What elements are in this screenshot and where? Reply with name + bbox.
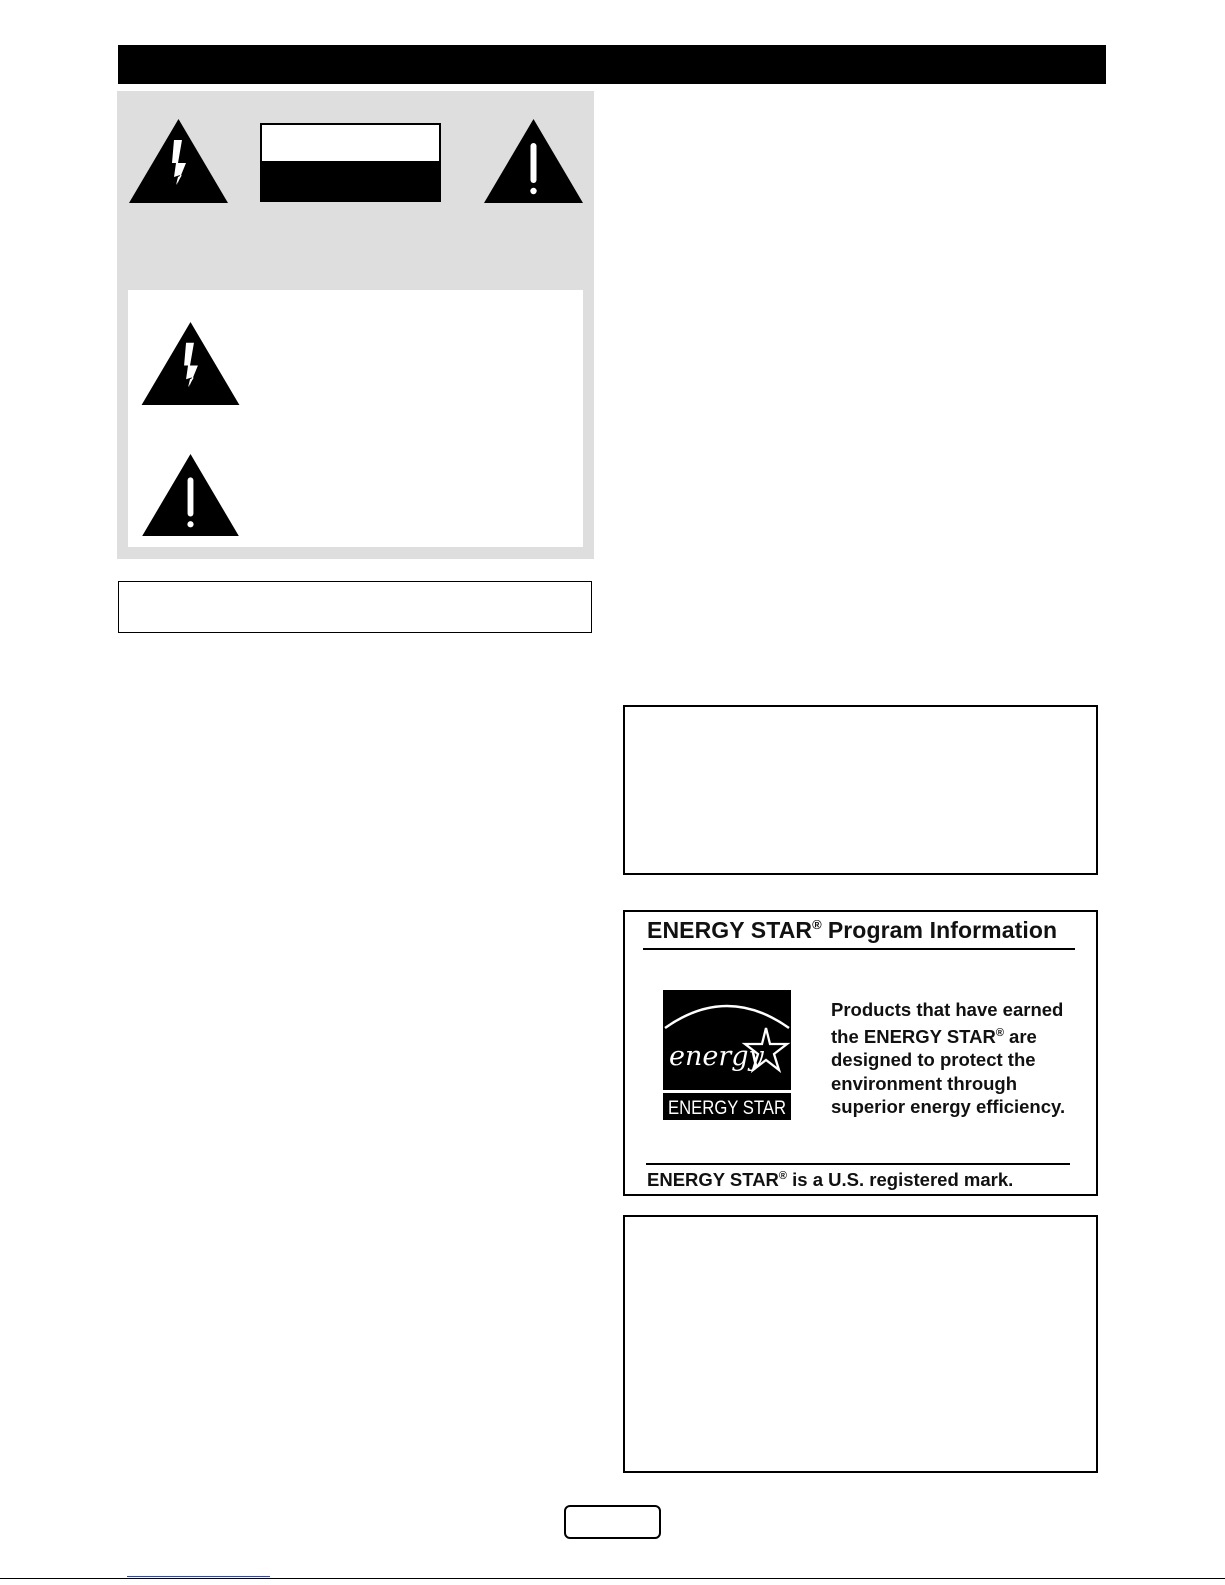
info-box-bottom [623, 1215, 1098, 1473]
title-rule [643, 948, 1075, 950]
registered-mark: ® [778, 1169, 788, 1182]
exclamation-warning-icon [141, 454, 240, 536]
description-line: the ENERGY STAR® are [831, 1025, 1037, 1047]
energy-script-text: energy [669, 1041, 764, 1072]
energy-star-logo-label: ENERGY STAR [668, 1098, 786, 1119]
energy-star-title-suffix: Program Information [827, 917, 1058, 943]
description-line: environment through [831, 1072, 1018, 1094]
energy-star-footer: ENERGY STAR® is a U.S. registered mark. [647, 1169, 1014, 1190]
lightning-warning-icon [141, 322, 240, 405]
footer-rule [646, 1163, 1070, 1165]
energy-star-logo-icon [663, 990, 791, 1120]
info-box-top [623, 705, 1098, 875]
exclamation-warning-icon [484, 119, 583, 203]
notice-box [118, 581, 592, 633]
description-line: Products that have earned [831, 999, 1064, 1020]
caution-label-band [262, 125, 439, 161]
registered-mark: ® [995, 1026, 1004, 1039]
energy-star-title [647, 917, 1077, 944]
description-line: superior energy efficiency. [831, 1096, 1066, 1118]
page-number-tab [564, 1505, 661, 1539]
lightning-warning-icon [129, 119, 228, 203]
energy-star-description [831, 998, 1091, 1119]
title-banner [118, 45, 1106, 84]
bottom-rule [0, 1578, 1225, 1579]
registered-mark: ® [812, 917, 822, 933]
energy-star-title-name: ENERGY STAR [647, 917, 813, 943]
link-underline[interactable] [127, 1576, 270, 1577]
description-line: designed to protect the [831, 1049, 1036, 1071]
